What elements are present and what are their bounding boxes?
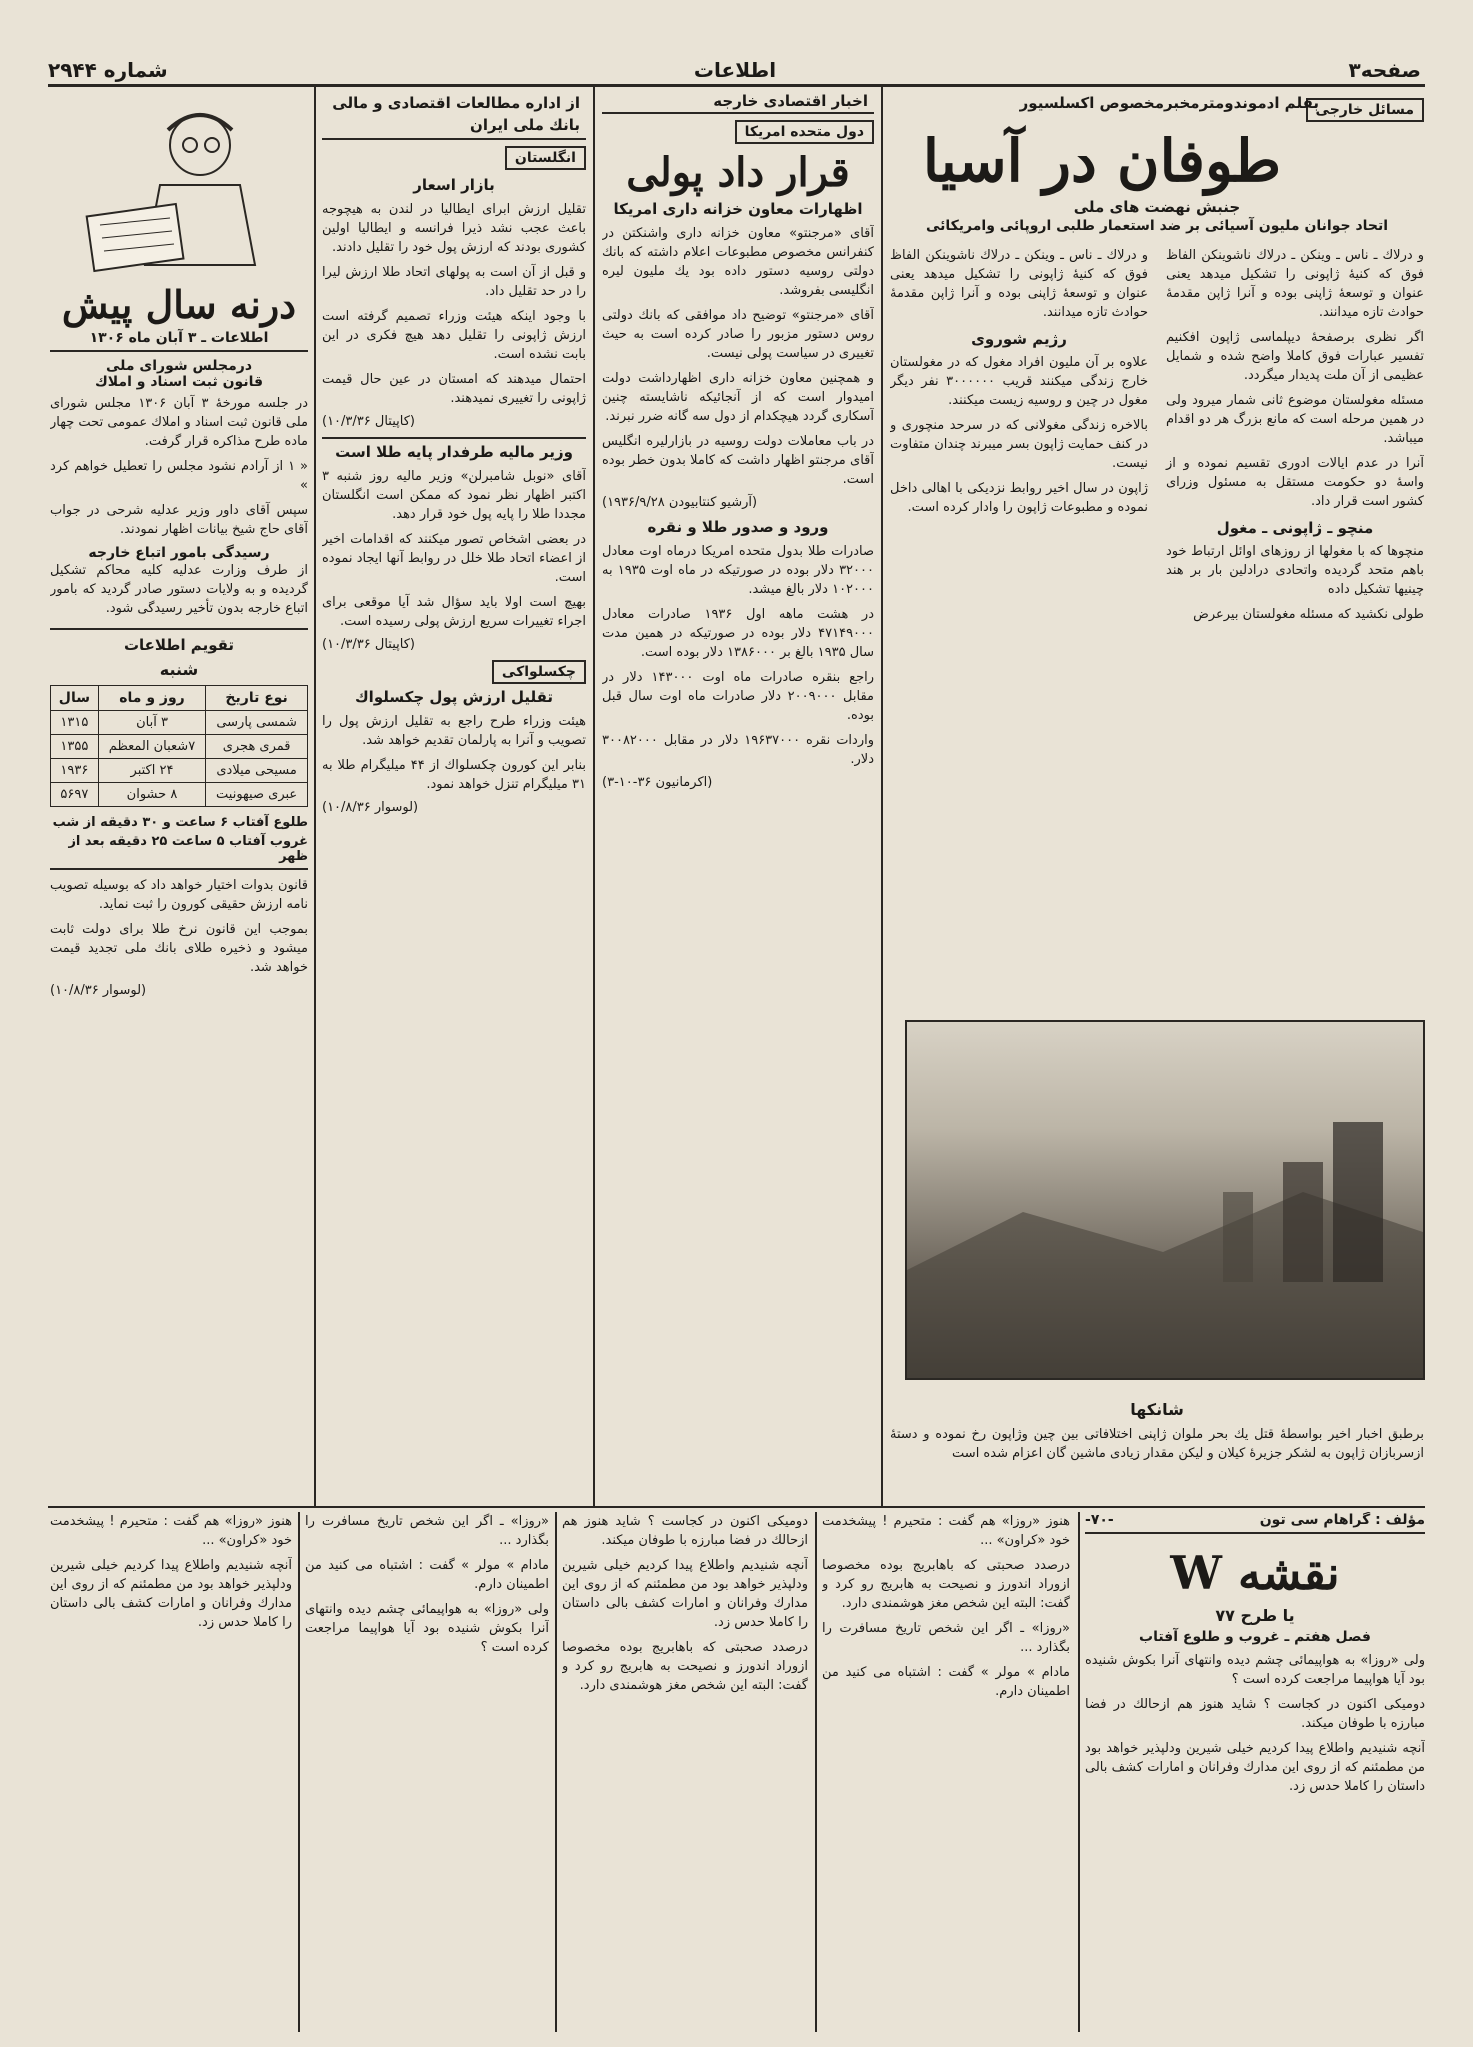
article-title: طوفان در آسیا [922, 127, 1282, 195]
calendar-header: روز و ماه [98, 686, 205, 711]
section-heading: ورود و صدور طلا و نقره [647, 518, 829, 536]
source-note: (كاپیتال ۱۰/۳/۳۶) [322, 414, 415, 429]
serial-body: دومیكی اكنون در كجاست ؟ شاید هنوز هم ازحالك در فضا مبارزه با طوفان میكند. آنچه شنیدیم واطلاع پیدا كردیم خیلی شیرین ودلپذیر خواهد بود من مطمئنم كه از روی این مدارك وفرانان و امارات كشف بالی داستان را كاملا حدس زد. درصدد صحبتی كه باها‌بریج بوده مخصوصا ازوراد اندورز و نصیحت به هابریج رو كرد و گفت: البته این شخص مغز هوشمندی دارد. [562, 1514, 808, 1693]
serial-body: ولی «روزا» به هواپیمائی چشم دیده وانتهای آنرا بكوش شنیده بود آیا هواپیما مراجعت كرده است ؟ دومیكی اكنون در كجاست ؟ شاید هنوز هم ازحالك در فضا مبارزه با طوفان میكند. آنچه شنیدیم واطلاع پیدا كردیم خیلی شیرین ودلپذیر خواهد بود من مطمئنم كه از روی این مدارك وفرانان و امارات كشف بالی داستان را كاملا حدس زد. [1085, 1653, 1425, 1794]
calendar-box [50, 628, 308, 870]
paper-name: اطلاعات [693, 58, 777, 82]
fold-rule [48, 1506, 1425, 1508]
article-subtitle: اظهارات معاون خزانه داری امریكا [613, 200, 863, 218]
article-title: رسیدگی بامور اتباع خارجه [88, 545, 270, 561]
article-body: تقلیل ارزش ابرای ایطالیا در لندن به هیچوجه باعث عجب نشد ذیرا فرانسه و ایطالیا اولین كشوری بودند كه ارزش پول خود را تقلیل دادند. و قبل از آن است به پولهای اتحاد طلا ارزش لیرا را در حد تقلیل داد. با وجود اینكه هیئت وزراء تصمیم گرفته است ارزش ژاپونی را تقلیل دهد هیچ فكری در این بابت نشده است. احتمال میدهند كه امستان در عین حال قیمت ژاپونی را تغییری نمیدهند. [322, 202, 586, 406]
article-subtitle: جنبش نهضت های ملی [1073, 198, 1241, 216]
serial-body: هنوز «روزا» هم گفت : متحیرم ! پیشخدمت خود «كراون» ... درصدد صحبتی كه باها‌بریج بوده مخصوصا ازوراد اندورز و نصیحت به هابریج رو كرد و گفت: البته این شخص مغز هوشمندی دارد. «روزا» ـ اگر این شخص تاریخ مسافرت را بگذارد ... مادام » مولر » گفت : اشتباه می كنید من اطمینان دارم. [822, 1514, 1070, 1699]
article-body-left: و درلاك ـ ناس ـ وینكن ـ درلاك ناشوینكن الفاظ فوق كه كنیهٔ ژاپونی را تشكیل میدهد یعنی عنوان و توسعهٔ ژاپنی بوده و آنرا ژاپن مقدمهٔ حوادث تازه میدانند. رژیم شوروی علاوه بر آن ملیون افراد مغول كه در مغولستان خارج زندگی میكنند قریب ۳۰۰۰۰۰۰ نفر دیگر مغول در چین و روسیه زیست میكنند. بالاخره زندگی مغولانی كه در سرحد منچوری و در كنف حمایت ژاپون بسر میبرند چندان متفاوت نیست. ژاپون در سال اخیر روابط نزدیكی با اهالی داخل نموده و مطبوعات ژاپون را وادار كرده است. [890, 248, 1148, 515]
article-body: در جلسه مورخهٔ ۳ آبان ۱۳۰۶ مجلس شورای ملی قانون ثبت اسناد و املاك عمومی تحت چهار ماده طرح مذاكره قرار گرفت. « ۱ از آرادم نشود مجلس را تعطیل خواهم كرد » سپس آقای داور وزیر عدلیه شرحی در جواب آقای حاج شیخ بیانات اظهار نمودند. [50, 396, 308, 537]
article-title: درمجلس شورای ملی [105, 358, 253, 374]
column-rule [593, 86, 595, 1506]
page-number: صفحه۳ [1348, 58, 1421, 82]
date-line: اطلاعات ـ ۳ آبان ماه ۱۳۰۶ [50, 330, 308, 352]
table-row: مسیحی میلادی ۲۴ اكتبر ۱۹۳۶ [51, 759, 308, 783]
article-subtitle: قانون ثبت اسناد و املاك [94, 374, 264, 390]
caption-title: شانكها [1130, 1400, 1184, 1419]
table-row: عبری صیهونیت ۸ حشوان ۵۶۹۷ [51, 783, 308, 807]
calendar-header: سال [51, 686, 99, 711]
article-body: صادرات طلا بدول متحده امریكا درماه اوت معادل ۳۲۰۰۰ دلار بوده در صورتیكه در ماه اوت ۱۹۳۵ به ۱۰۲۰۰۰ دلار بالغ میشد. در هشت ماهه اول ۱۹۳۶ صادرات معادل ۴۷۱۴۹۰۰۰ دلار بوده در صورتیكه در همین مدت سال ۱۹۳۵ بالغ بر ۱۳۸۶۰۰۰ دلار بوده است. راجع بنقره صادرات ماه اوت ۱۴۳۰۰۰ دلار در مقابل ۲۰۰۹۰۰۰ دلار صادرات ماه اوت سال قبل بوده. واردات نقره ۱۹۶۳۷۰۰۰ دلار در مقابل ۳۰۰۸۲۰۰۰ دلار. [602, 544, 874, 767]
source-note: (اكرمانیون ۳۶-۱۰-۳) [602, 775, 713, 790]
country-label: انگلستان [505, 146, 586, 170]
photo-caption [890, 1400, 1424, 1500]
serial-title: نقشه W [1170, 1546, 1340, 1600]
section-heading: تقلیل ارزش پول چكسلواك [354, 688, 554, 706]
calendar-title: تقویم اطلاعات [123, 636, 235, 654]
calendar-header: نوع تاریخ [206, 686, 308, 711]
article-body-right: و درلاك ـ ناس ـ وینكن ـ درلاك ناشوینكن الفاظ فوق كه كنیهٔ ژاپونی را تشكیل میدهد یعنی عنوان و توسعهٔ ژاپنی بوده و آنرا ژاپن مقدمهٔ حوادث تازه میدانند. اگر نظری برصفحهٔ دیپلماسی ژاپون افكنیم تفسیر عبارات فوق كاملا واضح شده و شمایل عظیمی از آن ملت پدیدار میگردد. مسئله مغولستان موضوع ثانی شمار میرود ولی در همین مرحله است كه مانع بزرگ هر دو اقدام میباشد. آنرا در عدم ایالات ادوری تقسیم نموده و از واسهٔ دو حكومت مستقل به مسئول وزرای كشور است قرار داد. منچو ـ ژاپونی ـ مغول منچوها كه با مغولها از روزهای اوائل ارتباط خود باهم متحد گردیده واتحادی درادلین بار بر هند چینیها تشكیل داده طولی نكشید كه مسئله مغولستان بیرعرض [1166, 248, 1424, 622]
harbor-image [905, 1022, 1423, 1380]
table-row: قمری هجری ۷شعبان المعظم ۱۳۵۵ [51, 735, 308, 759]
section-heading: وزیر مالیه طرفدار پایه طلا است [322, 437, 586, 461]
weekday: شنبه [159, 660, 199, 679]
section-title: درنه سال پیش [61, 282, 297, 327]
serial-body: «روزا» ـ اگر این شخص تاریخ مسافرت را بگذارد ... مادام » مولر » گفت : اشتباه می كنید من اطمینان دارم. ولی «روزا» به هواپیمائی چشم دیده وانتهای آنرا بكوش شنیده بود آیا هواپیما مراجعت كرده است ؟ [305, 1514, 549, 1655]
country-label: دول متحده امریكا [735, 120, 874, 144]
section-heading: رژیم شوروی [971, 330, 1067, 348]
article-body: هیئت وزراء طرح راجع به تقلیل ارزش پول را تصویب و آنرا به پارلمان تقدیم خواهد شد. بنابر این كورون چكسلواك از ۴۴ میلیگرام طلا به ۳۱ میلیگرام تنزل خواهد نمود. [322, 714, 586, 792]
column-history [50, 90, 308, 1502]
source-note: (كاپیتال ۱۰/۳/۳۶) [322, 637, 415, 652]
column-rule [298, 1512, 300, 2032]
column-rule [881, 86, 883, 1506]
article-body: از طرف وزارت عدلیه كلیه محاكم تشكیل گردیده و به ولایات دستور صادر گردید كه بامور اتباع خارجه بدون تأخیر رسیدگی شود. [50, 563, 308, 616]
serial-subtitle: یا طرح ۷۷ [1215, 1606, 1295, 1625]
source-note: (لوسوار ۱۰/۸/۳۶) [322, 800, 419, 815]
column-rule [314, 86, 316, 1506]
table-row: شمسی پارسی ۳ آبان ۱۳۱۵ [51, 711, 308, 735]
column-rule [1078, 1512, 1080, 2032]
issue-number: شماره ۲۹۴۴ [48, 58, 168, 82]
article-body: قانون بدوات اختیار خواهد داد كه بوسیله تصویب نامه ارزش حقیقی كورون را ثبت نماید. بموجب این قانون نرخ طلا برای دولت ثابت میشود و ذخیره طلای بانك ملی تجدید قیمت خواهد شد. [50, 878, 308, 975]
chapter-title: فصل هفتم ـ غروب و طلوع آفتاب [1139, 1629, 1371, 1645]
sunset-time: غروب آفتاب ۵ ساعت ۲۵ دقیقه بعد از ظهر [50, 834, 308, 870]
section-heading: منچو ـ ژاپونی ـ مغول [1216, 519, 1374, 537]
article-subtitle: اتحاد جوانان ملیون آسیائی بر ضد استعمار طلبی اروپائی وامریکائی [925, 218, 1389, 234]
article-title: بازار اسعار [413, 176, 495, 194]
serial-body: هنوز «روزا» هم گفت : متحیرم ! پیشخدمت خود «كراون» ... آنچه شنیدیم واطلاع پیدا كردیم خیلی شیرین ودلپذیر خواهد بود من مطمئنم كه از روی این مدارك وفرانان و امارات كشف بالی داستان را كاملا حدس زد. [50, 1514, 292, 1630]
serial-header [1085, 1512, 1425, 2032]
reader-illustration [50, 90, 308, 280]
serial-page: -۷۰- [1085, 1512, 1114, 1528]
news-photo [905, 1020, 1425, 1380]
calendar-table [50, 685, 308, 807]
column-bank [322, 90, 586, 1502]
section-kicker: از اداره مطالعات اقتصادی و مالی بانك ملی ایران [322, 90, 586, 140]
source-note: (آرشیو كنتابیودن ۱۹۳۶/۹/۲۸) [602, 495, 758, 510]
source-note: (لوسوار ۱۰/۸/۳۶) [50, 983, 147, 998]
column-economy [602, 90, 874, 1502]
column-rule [815, 1512, 817, 2032]
sunrise-time: طلوع آفتاب ۶ ساعت و ۳۰ دقیقه از شب [52, 815, 308, 830]
article-body: آقای «مرجنتو» معاون خزانه داری واشنكتن در كنفرانس مخصوص مطبوعات اعلام داشته كه بانك دولتی روسیه دستور داده بود یك ملیون لیره انگلیسی بفروشد. آقای «مرجنتو» توضیح داد موافقی كه بانك دولتی روس دستور مزبور را صادر كرده است به حیث تغییری در سیاست پولی نیست. و همچنین معاون خزانه داری اظهارداشت دولت امیدوار است كه از آنجائیكه ناشایسته چنین آسكاری گردد هیچكدام از دول سه گانه ضرر نبرند. در باب معاملات دولت روسیه در بازارلیره انگلیس آقای مرجنتو اظهار داشت كه كاملا بدون خطر بوده است. [602, 226, 874, 487]
article-title: قرار داد پولی [626, 149, 850, 196]
country-label: چكسلواكی [492, 660, 586, 684]
byline: بقلم ادموندومترمخبرمخصوص اکسلسیور [1019, 94, 1319, 112]
serial-author: مؤلف : گراهام سی تون [1085, 1512, 1425, 1534]
caption-text: برطبق اخبار اخیر بواسطهٔ قتل یك بحر ملوان ژاپنی اختلافاتی بین چین وژاپون رخ نموده و دستهٔ ازسربازان ژاپون به لشكر جزیرهٔ كیلان و لیكن مقدار زیادی ماشین گان اعزام شده است [890, 1427, 1424, 1461]
article-body: آقای «نوبل شامبرلن» وزیر مالیه روز شنبه ۳ اكتبر اظهار نظر نمود كه ممكن است انگلستان مجددا طلا را پایه پول خود قرار دهد. در بعضی اشخاص تصور میكنند كه اقدامات اخیر از اعضاء اتحاد طلا خلل در روابط آنها ایجاد نموده است. بهیچ است اولا باید سؤال شد آیا موقعی برای اجراء تغییرات سریع ارزش پولی رسیده است. [322, 469, 586, 629]
column-rule [555, 1512, 557, 2032]
column-asia [890, 90, 1424, 1000]
masthead-rule [48, 84, 1425, 87]
section-tag: مسائل خارجی [1306, 98, 1424, 122]
section-kicker: اخبار اقتصادی خارجه [602, 90, 874, 114]
